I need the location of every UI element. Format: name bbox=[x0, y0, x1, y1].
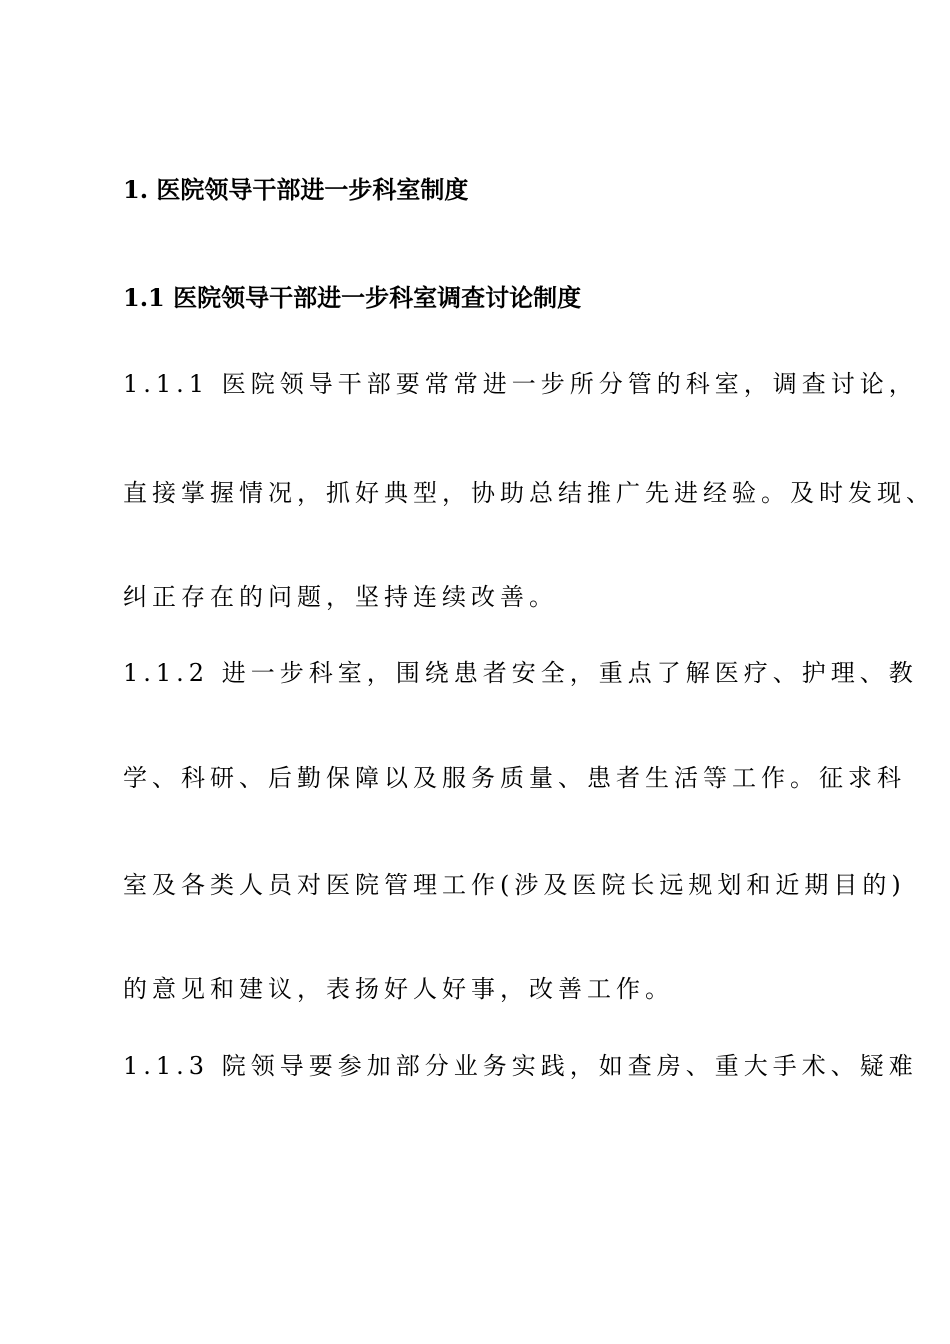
paragraph-line: 1.1.3 院领导要参加部分业务实践，如查房、重大手术、疑难 bbox=[123, 1052, 918, 1080]
paragraph-line: 的意见和建议，表扬好人好事，改善工作。 bbox=[123, 975, 674, 1003]
paragraph-line: 学、科研、后勤保障以及服务质量、患者生活等工作。征求科 bbox=[123, 764, 906, 792]
paragraph-line: 纠正存在的问题，坚持连续改善。 bbox=[123, 583, 558, 611]
subsection-heading: 1.1 医院领导干部进一步科室调查讨论制度 bbox=[123, 283, 582, 312]
paragraph-line: 直接掌握情况，抓好典型，协助总结推广先进经验。及时发现、 bbox=[123, 479, 935, 507]
paragraph-line: 室及各类人员对医院管理工作(涉及医院长远规划和近期目的) bbox=[123, 871, 906, 899]
paragraph-line: 1.1.1 医院领导干部要常常进一步所分管的科室，调查讨论， bbox=[123, 370, 918, 398]
section-heading: 1. 医院领导干部进一步科室制度 bbox=[123, 175, 469, 204]
paragraph-line: 1.1.2 进一步科室，围绕患者安全，重点了解医疗、护理、教 bbox=[123, 659, 918, 687]
